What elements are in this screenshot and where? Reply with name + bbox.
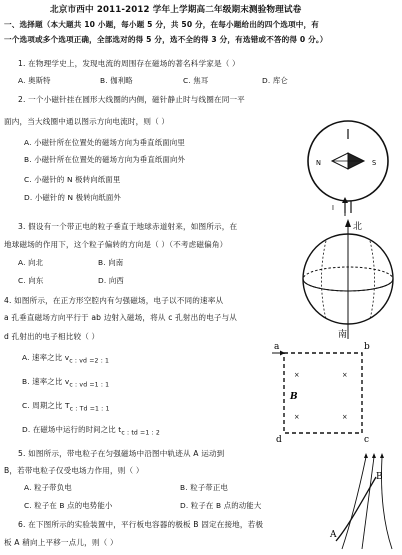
q4-option-c-text: C. 周期之比 T: [22, 401, 70, 410]
q2-option-c: C. 小磁针的 N 极转向纸面里: [24, 175, 121, 184]
field-line-left: [322, 241, 327, 319]
entry-arrowhead: [280, 351, 285, 356]
q4-option-d-text: D. 在磁场中运行的时间之比 t: [22, 425, 122, 434]
field-line-3: [381, 457, 392, 549]
q2-option-a: A. 小磁针所在位置处的磁场方向为垂直纸面向里: [24, 138, 185, 147]
corner-label-d: d: [276, 435, 282, 445]
field-arrowhead-2: [372, 453, 376, 458]
q1-option-b: B. 伽利略: [100, 76, 133, 85]
current-arrowhead: [342, 197, 348, 203]
q3-option-b: B. 向南: [98, 258, 124, 267]
q4-option-b-sub2: d =1 : 1: [83, 381, 110, 389]
field-line-1: [342, 457, 366, 549]
section-heading-line1: 一、选择题（本大题共 10 小题，每小题 5 分，共 50 分，在每小题给出的四个选项中，有: [4, 20, 319, 29]
corner-label-a: a: [274, 342, 280, 352]
earth-figure: [296, 215, 400, 345]
axis-arrowhead: [345, 219, 351, 227]
q5-option-c: C. 粒子在 B 点的电势能小: [24, 501, 113, 510]
q4-option-a-sub2: d =2 : 1: [83, 357, 110, 365]
label-south: 南: [338, 330, 348, 340]
q4-option-a-sub1: c : v: [69, 357, 84, 365]
q4-option-a: [22, 353, 109, 366]
particle-trajectory: [336, 477, 376, 541]
q4-option-b-sub1: c : v: [69, 381, 84, 389]
q6-stem-line2: 板 A 稍向上平移一点儿，则（ ）: [4, 538, 118, 547]
q1-option-c: C. 焦耳: [183, 76, 209, 85]
q1-option-d: D. 库仑: [262, 76, 288, 85]
q4-stem-line1: 4. 如图所示，在正方形空腔内有匀强磁场，电子以不同的速率从: [4, 296, 224, 305]
point-label-b: B: [376, 472, 383, 482]
q4-stem-line3: d 孔射出的电子相比较（ ）: [4, 332, 100, 341]
q5-stem-line3: B，若带电粒子仅受电场力作用，则（ ）: [4, 466, 144, 475]
q3-option-c: C. 向东: [18, 276, 44, 285]
needle-label-n: N: [316, 159, 321, 167]
q1-option-a: A. 奥斯特: [18, 76, 51, 85]
q5-option-b: B. 粒子带正电: [180, 483, 228, 492]
field-label-b: B: [290, 392, 298, 402]
q4-stem-line2: a 孔垂直磁场方向平行于 ab 边射入磁场，将从 c 孔射出的电子与从: [4, 313, 238, 322]
q3-option-a: A. 向北: [18, 258, 44, 267]
q2-option-b: B. 小磁针所在位置处的磁场方向为垂直纸面向外: [24, 155, 186, 164]
field-cross-1: ×: [294, 371, 300, 379]
section-heading-line2: 一个选项或多个选项正确，全部选对的得 5 分，选不全的得 3 分，有选错或不答的得 0 分。）: [4, 35, 328, 44]
point-label-a: A: [330, 530, 337, 540]
q5-option-d: D. 粒子在 B 点的动能大: [180, 501, 262, 510]
q4-option-c: [22, 401, 110, 414]
q4-option-d: [22, 425, 160, 438]
q3-option-d: D. 向西: [98, 276, 124, 285]
corner-label-b: b: [364, 342, 370, 352]
q5-stem-line2: 5. 如图所示，带电粒子在匀强磁场中沿图中轨迹从 A 运动到: [18, 449, 225, 458]
q4-option-c-sub2: d =1 : 1: [83, 405, 110, 413]
corner-label-c: c: [364, 435, 370, 445]
q4-option-b-text: B. 速率之比 v: [22, 377, 70, 386]
needle-label-s: S: [372, 159, 377, 167]
current-label-i: I: [332, 204, 334, 212]
field-arrowhead-1: [364, 453, 368, 458]
field-arrowhead-3: [380, 453, 384, 458]
q4-option-c-sub1: c : T: [69, 405, 84, 413]
q4-option-b: [22, 377, 109, 390]
q1-stem: 1. 在物理学史上，发现电流的周围存在磁场的著名科学家是（ ）: [18, 59, 240, 68]
field-line-2: [362, 457, 374, 549]
q4-option-a-text: A. 速率之比 v: [22, 353, 70, 362]
field-cross-2: ×: [342, 371, 348, 379]
field-cross-3: ×: [294, 413, 300, 421]
q5-option-a: A. 粒子带负电: [24, 483, 72, 492]
label-north: 北: [353, 222, 363, 232]
q2-stem-line1: 2. 一个小磁针挂在圆形大线圈的内侧，磁针静止时与线圈在同一平: [18, 95, 245, 104]
q2-stem-line2: 面内，当大线圈中通以图示方向电流时，则（ ）: [4, 117, 170, 126]
q3-stem-line1: 3. 假设有一个带正电的粒子垂直于地球赤道射来，如图所示，在: [18, 222, 238, 231]
field-line-right: [370, 241, 375, 319]
trajectory-figure: [332, 455, 402, 551]
square-field-figure: [270, 343, 380, 443]
q2-option-d: D. 小磁针的 N 极转向纸面外: [24, 193, 121, 202]
exam-title: 北京市西中 2011-2012 学年上学期高二年级期末测验物理试卷: [50, 5, 302, 15]
q4-option-d-sub2: d =1 : 2: [133, 429, 160, 437]
field-cross-4: ×: [342, 413, 348, 421]
q6-stem-line1: 6. 在下图所示的实验装置中，平行板电容器的极板 B 固定在接地，若极: [18, 520, 264, 529]
q4-option-d-sub1: c : t: [121, 429, 134, 437]
q3-stem-line2: 地球磁场的作用下，这个粒子偏转的方向是（ ）（不考虑磁偏角）: [4, 240, 228, 249]
